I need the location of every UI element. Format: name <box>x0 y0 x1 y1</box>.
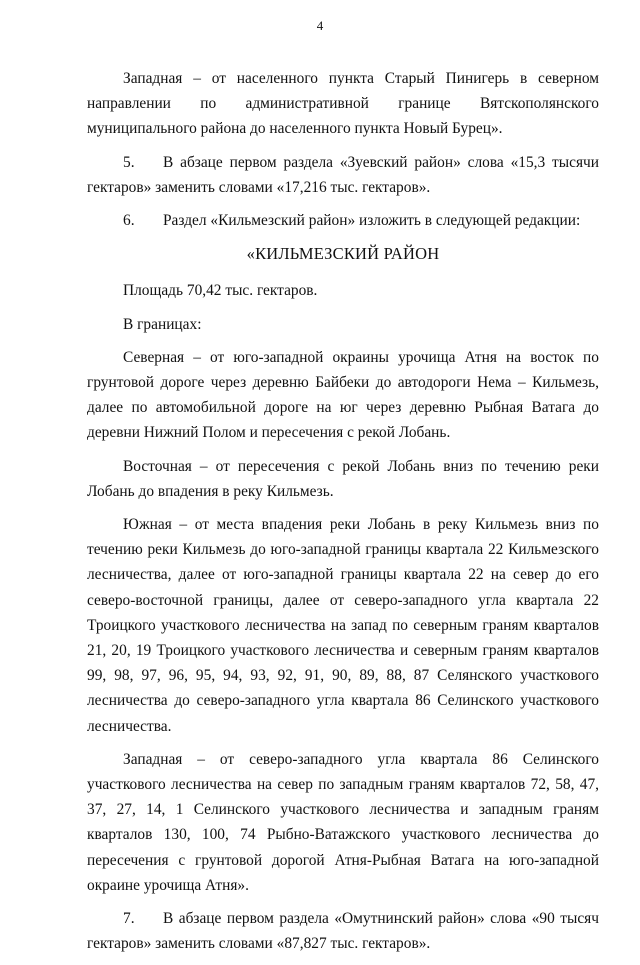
paragraph-eastern-border: Восточная – от пересечения с рекой Лобань вниз по течению реки Лобань до впадения в реку Кильмезь. <box>87 457 599 500</box>
page-number: 4 <box>316 18 324 33</box>
paragraph-item-5 <box>87 150 599 200</box>
paragraph-item-6 <box>87 208 599 233</box>
paragraph-southern-border: Южная – от места впадения реки Лобань в реку Кильмезь вниз по течению реки Кильмезь до юго-западной границы квартала 22 Кильмезского лесничества, далее от юго-западной границы квартала 22 на север до его северо-восточной границы, далее от северо-западного угла квартала 22 Троицкого участкового лесничества на запад по северным граням кварталов 21, 20, 19 Троицкого участкового лесничества и северным граням кварталов 99, 98, 97, 96, 95, 94, 93, 92, 91, 90, 89, 88, 87 Селянского участкового лесничества до северо-западного угла квартала 86 Селинского участкового лесничества. <box>87 516 599 735</box>
section-heading: «КИЛЬМЕЗСКИЙ РАЙОН <box>246 244 440 264</box>
document-body <box>87 66 599 965</box>
paragraph-item-7 <box>87 906 599 956</box>
item-number: 7. <box>123 910 135 928</box>
paragraph-western-border: Западная – от северо-западного угла квартала 86 Селинского участкового лесничества на север по западным граням кварталов 72, 58, 47, 37, 27, 14, 1 Селинского участкового лесничества и западным граням кварталов 130, 100, 74 Рыбно-Ватажского участкового лесничества до пересечения с грунтовой дорогой Атня-Рыбная Ватага на юго-западной окраине урочища Атня». <box>87 750 599 894</box>
paragraph-area: Площадь 70,42 тыс. гектаров. <box>123 282 318 300</box>
item-text: Раздел «Кильмезский район» изложить в следующей редакции: <box>163 212 581 230</box>
item-text: В абзаце первом раздела «Омутнинский район» слова «90 тысяч гектаров» заменить словами «87,827 тыс. гектаров». <box>87 910 599 953</box>
paragraph-western-border-previous: Западная – от населенного пункта Старый Пинигерь в северном направлении по административной границе Вятскополянского муниципального района до населенного пункта Новый Бурец». <box>87 70 599 138</box>
item-number: 5. <box>123 153 135 171</box>
item-number: 6. <box>123 212 135 230</box>
paragraph-northern-border: Северная – от юго-западной окраины урочища Атня на восток по грунтовой дороге через деревню Байбеки до автодороги Нема – Кильмезь, далее по автомобильной дороге на юг через деревню Рыбная Ватага до деревни Нижний Полом и пересечения с рекой Лобань. <box>87 348 599 442</box>
item-text: В абзаце первом раздела «Зуевский район» слова «15,3 тысячи гектаров» заменить словами «17,216 тыс. гектаров». <box>87 153 599 196</box>
paragraph-borders: В границах: <box>123 315 202 333</box>
